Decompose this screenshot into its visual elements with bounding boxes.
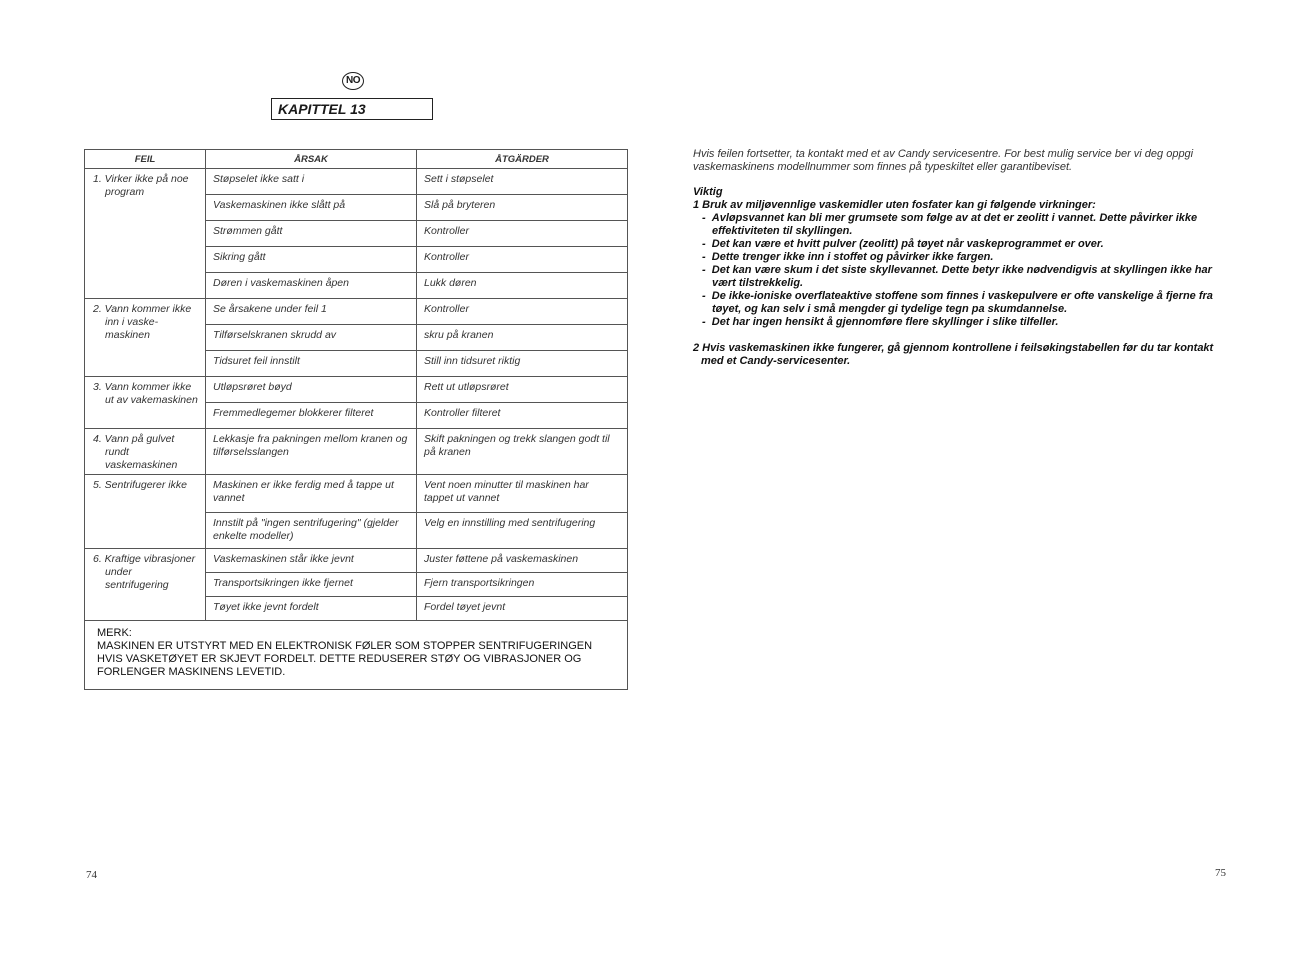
list-item: - Avløpsvannet kan bli mer grumsete som følge av at det er zeolitt i vannet. Dette påvirker ikke effektiviteten til skyllingen. bbox=[702, 212, 1233, 238]
cause-cell: Vaskemaskinen ikke slått på bbox=[206, 195, 417, 221]
chapter-title: KAPITTEL 13 bbox=[271, 98, 433, 120]
header-action: ÅTGÄRDER bbox=[417, 150, 628, 169]
cause-cell: Transportsikringen ikke fjernet bbox=[206, 573, 417, 597]
table-header-row bbox=[85, 150, 628, 169]
cause-cell: Sikring gått bbox=[206, 247, 417, 273]
header-cause: ÅRSAK bbox=[206, 150, 417, 169]
action-cell: skru på kranen bbox=[417, 325, 628, 351]
cause-cell: Fremmedlegemer blokkerer filteret bbox=[206, 403, 417, 429]
action-cell: Kontroller bbox=[417, 247, 628, 273]
action-cell: Juster føttene på vaskemaskinen bbox=[417, 549, 628, 573]
cause-cell: Lekkasje fra pakningen mellom kranen og tilførselsslangen bbox=[206, 429, 417, 475]
table-row bbox=[85, 169, 628, 195]
action-cell: Velg en innstilling med sentrifugering bbox=[417, 513, 628, 549]
language-badge: NO bbox=[342, 72, 364, 90]
cause-cell: Vaskemaskinen står ikke jevnt bbox=[206, 549, 417, 573]
note-text: MASKINEN ER UTSTYRT MED EN ELEKTRONISK FØLER SOM STOPPER SENTRIFUGERINGEN HVIS VASKETØYET ER SKJEVT FORDELT. DETTE REDUSERER STØY OG VIBRASJONER OG FORLENGER MASKINENS LEVETID. bbox=[97, 640, 593, 678]
list-item: - Det kan være et hvitt pulver (zeolitt) på tøyet når vaskeprogrammet er over. bbox=[702, 238, 1233, 251]
table-row bbox=[85, 299, 628, 325]
cause-cell: Tidsuret feil innstilt bbox=[206, 351, 417, 377]
fault-cell: 5. Sentrifugerer ikke bbox=[85, 475, 206, 549]
cause-cell: Innstilt på "ingen sentrifugering" (gjelder enkelte modeller) bbox=[206, 513, 417, 549]
cause-cell: Tøyet ikke jevnt fordelt bbox=[206, 597, 417, 621]
action-cell: Skift pakningen og trekk slangen godt til på kranen bbox=[417, 429, 628, 475]
action-cell: Kontroller bbox=[417, 221, 628, 247]
list-item: - Det kan være skum i det siste skyllevannet. Dette betyr ikke nødvendigvis at skyllingen ikke har vært tilstrekkelig. bbox=[702, 264, 1233, 290]
action-cell: Fordel tøyet jevnt bbox=[417, 597, 628, 621]
action-cell: Lukk døren bbox=[417, 273, 628, 299]
cause-cell: Støpselet ikke satt i bbox=[206, 169, 417, 195]
effects-list bbox=[693, 212, 1233, 329]
list-item: - Det har ingen hensikt å gjennomføre flere skyllinger i slike tilfeller. bbox=[702, 316, 1233, 329]
note-row bbox=[85, 621, 628, 690]
point-2: 2 Hvis vaskemaskinen ikke fungerer, gå gjennom kontrollene i feilsøkingstabellen før du tar kontakt med et Candy-servicesenter. bbox=[693, 342, 1214, 367]
fault-cell: 1. Virker ikke på noe program bbox=[85, 169, 206, 299]
action-cell: Vent noen minutter til maskinen har tappet ut vannet bbox=[417, 475, 628, 513]
table-row bbox=[85, 377, 628, 403]
intro-paragraph: Hvis feilen fortsetter, ta kontakt med et av Candy servicesentre. For best mulig service ber vi deg oppgi vaskemaskinens modellnummer som finnes på typeskiltet eller garantibeviset. bbox=[693, 148, 1194, 173]
viktig-title: Viktig bbox=[693, 186, 723, 198]
fault-cell: 2. Vann kommer ikke inn i vaske- maskinen bbox=[85, 299, 206, 377]
action-cell: Sett i støpselet bbox=[417, 169, 628, 195]
troubleshooting-table bbox=[84, 149, 628, 690]
cause-cell: Utløpsrøret bøyd bbox=[206, 377, 417, 403]
list-item: - De ikke-ioniske overflateaktive stoffene som finnes i vaskepulvere er ofte vanskelige å fjerne fra tøyet, og kan selv i små mengder gi tydelige tegn pa skumdannelse. bbox=[702, 290, 1233, 316]
page-number-left: 74 bbox=[86, 869, 97, 881]
note-title: MERK: bbox=[97, 627, 132, 639]
action-cell: Still inn tidsuret riktig bbox=[417, 351, 628, 377]
note-cell bbox=[85, 621, 628, 690]
right-column bbox=[693, 148, 1233, 379]
cause-cell: Strømmen gått bbox=[206, 221, 417, 247]
fault-cell: 6. Kraftige vibrasjoner under sentrifugering bbox=[85, 549, 206, 621]
page-number-right: 75 bbox=[1215, 867, 1226, 879]
fault-cell: 3. Vann kommer ikke ut av vakemaskinen bbox=[85, 377, 206, 429]
action-cell: Fjern transportsikringen bbox=[417, 573, 628, 597]
table-row bbox=[85, 475, 628, 513]
table-row bbox=[85, 429, 628, 475]
list-item: - Dette trenger ikke inn i stoffet og påvirker ikke fargen. bbox=[702, 251, 1233, 264]
cause-cell: Tilførselskranen skrudd av bbox=[206, 325, 417, 351]
fault-cell: 4. Vann på gulvet rundt vaskemaskinen bbox=[85, 429, 206, 475]
point-1-title: 1 Bruk av miljøvennlige vaskemidler uten fosfater kan gi følgende virkninger: bbox=[693, 199, 1096, 211]
cause-cell: Se årsakene under feil 1 bbox=[206, 299, 417, 325]
cause-cell: Maskinen er ikke ferdig med å tappe ut vannet bbox=[206, 475, 417, 513]
action-cell: Rett ut utløpsrøret bbox=[417, 377, 628, 403]
table-row bbox=[85, 549, 628, 573]
action-cell: Slå på bryteren bbox=[417, 195, 628, 221]
action-cell: Kontroller filteret bbox=[417, 403, 628, 429]
cause-cell: Døren i vaskemaskinen åpen bbox=[206, 273, 417, 299]
action-cell: Kontroller bbox=[417, 299, 628, 325]
header-fault: FEIL bbox=[85, 150, 206, 169]
